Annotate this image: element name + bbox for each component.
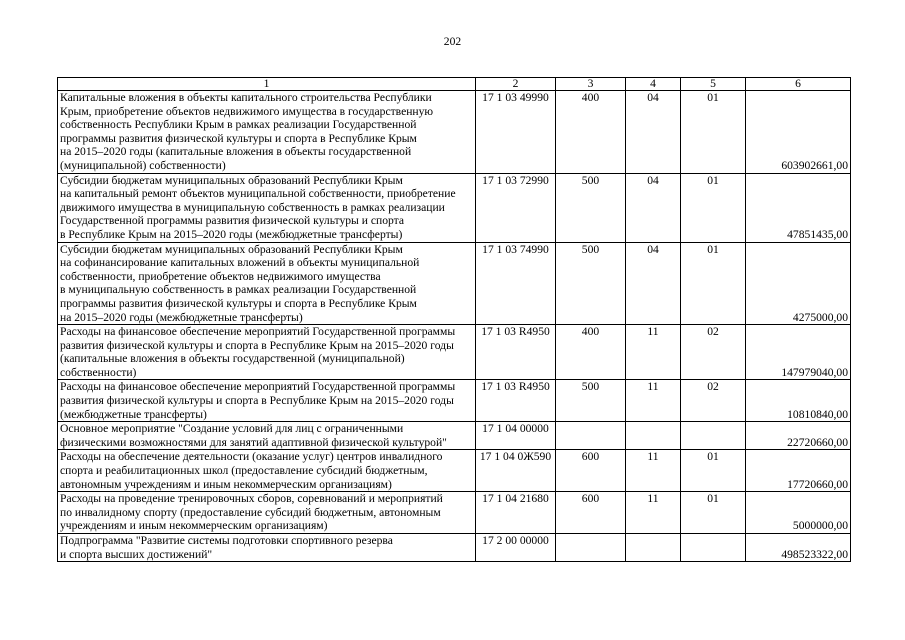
section-cell: 04 [626, 91, 681, 174]
subsection-cell: 02 [681, 325, 746, 380]
col-header-2: 2 [476, 78, 556, 91]
target-code-cell: 17 1 03 49990 [476, 91, 556, 174]
item-name-cell: Расходы на финансовое обеспечение мероприятий Государственной программы развития физической культуры и спорта в Республике Крым на 2015–2020 годы (капитальные вложения в объекты государственной (муниципальной) собственности) [58, 325, 476, 380]
col-header-6: 6 [746, 78, 851, 91]
table-row [58, 325, 851, 380]
amount-cell: 5000000,00 [746, 492, 851, 534]
amount-cell: 47851435,00 [746, 173, 851, 242]
subsection-cell [681, 534, 746, 562]
target-code-cell: 17 1 04 00000 [476, 422, 556, 450]
table-row [58, 380, 851, 422]
section-cell [626, 534, 681, 562]
target-code-cell: 17 1 04 21680 [476, 492, 556, 534]
item-name-cell: Субсидии бюджетам муниципальных образований Республики Крым на капитальный ремонт объектов муниципальной собственности, приобретение движимого имущества в муниципальную собственность в рамках реализации Государственной программы развития физической культуры и спорта в Республике Крым на 2015–2020 годы (межбюджетные трансферты) [58, 173, 476, 242]
col-header-4: 4 [626, 78, 681, 91]
item-name-cell: Расходы на проведение тренировочных сборов, соревнований и мероприятий по инвалидному спорту (предоставление субсидий бюджетным, автономным учреждениям и иным некоммерческим организациям) [58, 492, 476, 534]
table-row [58, 492, 851, 534]
expense-type-cell: 600 [556, 492, 626, 534]
amount-cell: 10810840,00 [746, 380, 851, 422]
item-name-cell: Подпрограмма "Развитие системы подготовки спортивного резерва и спорта высших достижений" [58, 534, 476, 562]
section-cell [626, 422, 681, 450]
table-row [58, 91, 851, 174]
subsection-cell: 01 [681, 492, 746, 534]
budget-table [57, 77, 851, 562]
table-row [58, 242, 851, 325]
target-code-cell: 17 1 03 R4950 [476, 380, 556, 422]
expense-type-cell: 500 [556, 173, 626, 242]
expense-type-cell [556, 534, 626, 562]
page-number: 202 [443, 35, 462, 48]
expense-type-cell: 600 [556, 450, 626, 492]
expense-type-cell: 400 [556, 91, 626, 174]
col-header-3: 3 [556, 78, 626, 91]
amount-cell: 147979040,00 [746, 325, 851, 380]
item-name-cell: Основное мероприятие "Создание условий для лиц с ограниченными физическими возможностями для занятий адаптивной физической культурой" [58, 422, 476, 450]
expense-type-cell: 400 [556, 325, 626, 380]
table-row [58, 173, 851, 242]
subsection-cell: 01 [681, 173, 746, 242]
table-row [58, 450, 851, 492]
amount-cell: 603902661,00 [746, 91, 851, 174]
subsection-cell: 01 [681, 91, 746, 174]
expense-type-cell: 500 [556, 242, 626, 325]
section-cell: 11 [626, 380, 681, 422]
amount-cell: 498523322,00 [746, 534, 851, 562]
col-header-5: 5 [681, 78, 746, 91]
section-cell: 11 [626, 450, 681, 492]
target-code-cell: 17 1 03 72990 [476, 173, 556, 242]
target-code-cell: 17 2 00 00000 [476, 534, 556, 562]
target-code-cell: 17 1 04 0Ж590 [476, 450, 556, 492]
section-cell: 11 [626, 492, 681, 534]
item-name-cell: Расходы на обеспечение деятельности (оказание услуг) центров инвалидного спорта и реабилитационных школ (предоставление субсидий бюджетным, автономным учреждениям и иным некоммерческим организациям) [58, 450, 476, 492]
subsection-cell [681, 422, 746, 450]
target-code-cell: 17 1 03 74990 [476, 242, 556, 325]
target-code-cell: 17 1 03 R4950 [476, 325, 556, 380]
amount-cell: 4275000,00 [746, 242, 851, 325]
section-cell: 11 [626, 325, 681, 380]
subsection-cell: 02 [681, 380, 746, 422]
item-name-cell: Расходы на финансовое обеспечение мероприятий Государственной программы развития физической культуры и спорта в Республике Крым на 2015–2020 годы (межбюджетные трансферты) [58, 380, 476, 422]
item-name-cell: Субсидии бюджетам муниципальных образований Республики Крым на софинансирование капитальных вложений в объекты муниципальной собственности, приобретение объектов недвижимого имущества в муниципальную собственность в рамках реализации Государственной программы развития физической культуры и спорта в Республике Крым на 2015–2020 годы (межбюджетные трансферты) [58, 242, 476, 325]
section-cell: 04 [626, 173, 681, 242]
amount-cell: 17720660,00 [746, 450, 851, 492]
item-name-cell: Капитальные вложения в объекты капитального строительства Республики Крым, приобретение объектов недвижимого имущества в государственную собственность Республики Крым в рамках реализации Государственной программы развития физической культуры и спорта в Республике Крым на 2015–2020 годы (капитальные вложения в объекты государственной (муниципальной) собственности) [58, 91, 476, 174]
column-number-row [58, 78, 851, 91]
subsection-cell: 01 [681, 242, 746, 325]
subsection-cell: 01 [681, 450, 746, 492]
table-row [58, 422, 851, 450]
expense-type-cell: 500 [556, 380, 626, 422]
col-header-1: 1 [58, 78, 476, 91]
section-cell: 04 [626, 242, 681, 325]
expense-type-cell [556, 422, 626, 450]
amount-cell: 22720660,00 [746, 422, 851, 450]
table-row [58, 534, 851, 562]
